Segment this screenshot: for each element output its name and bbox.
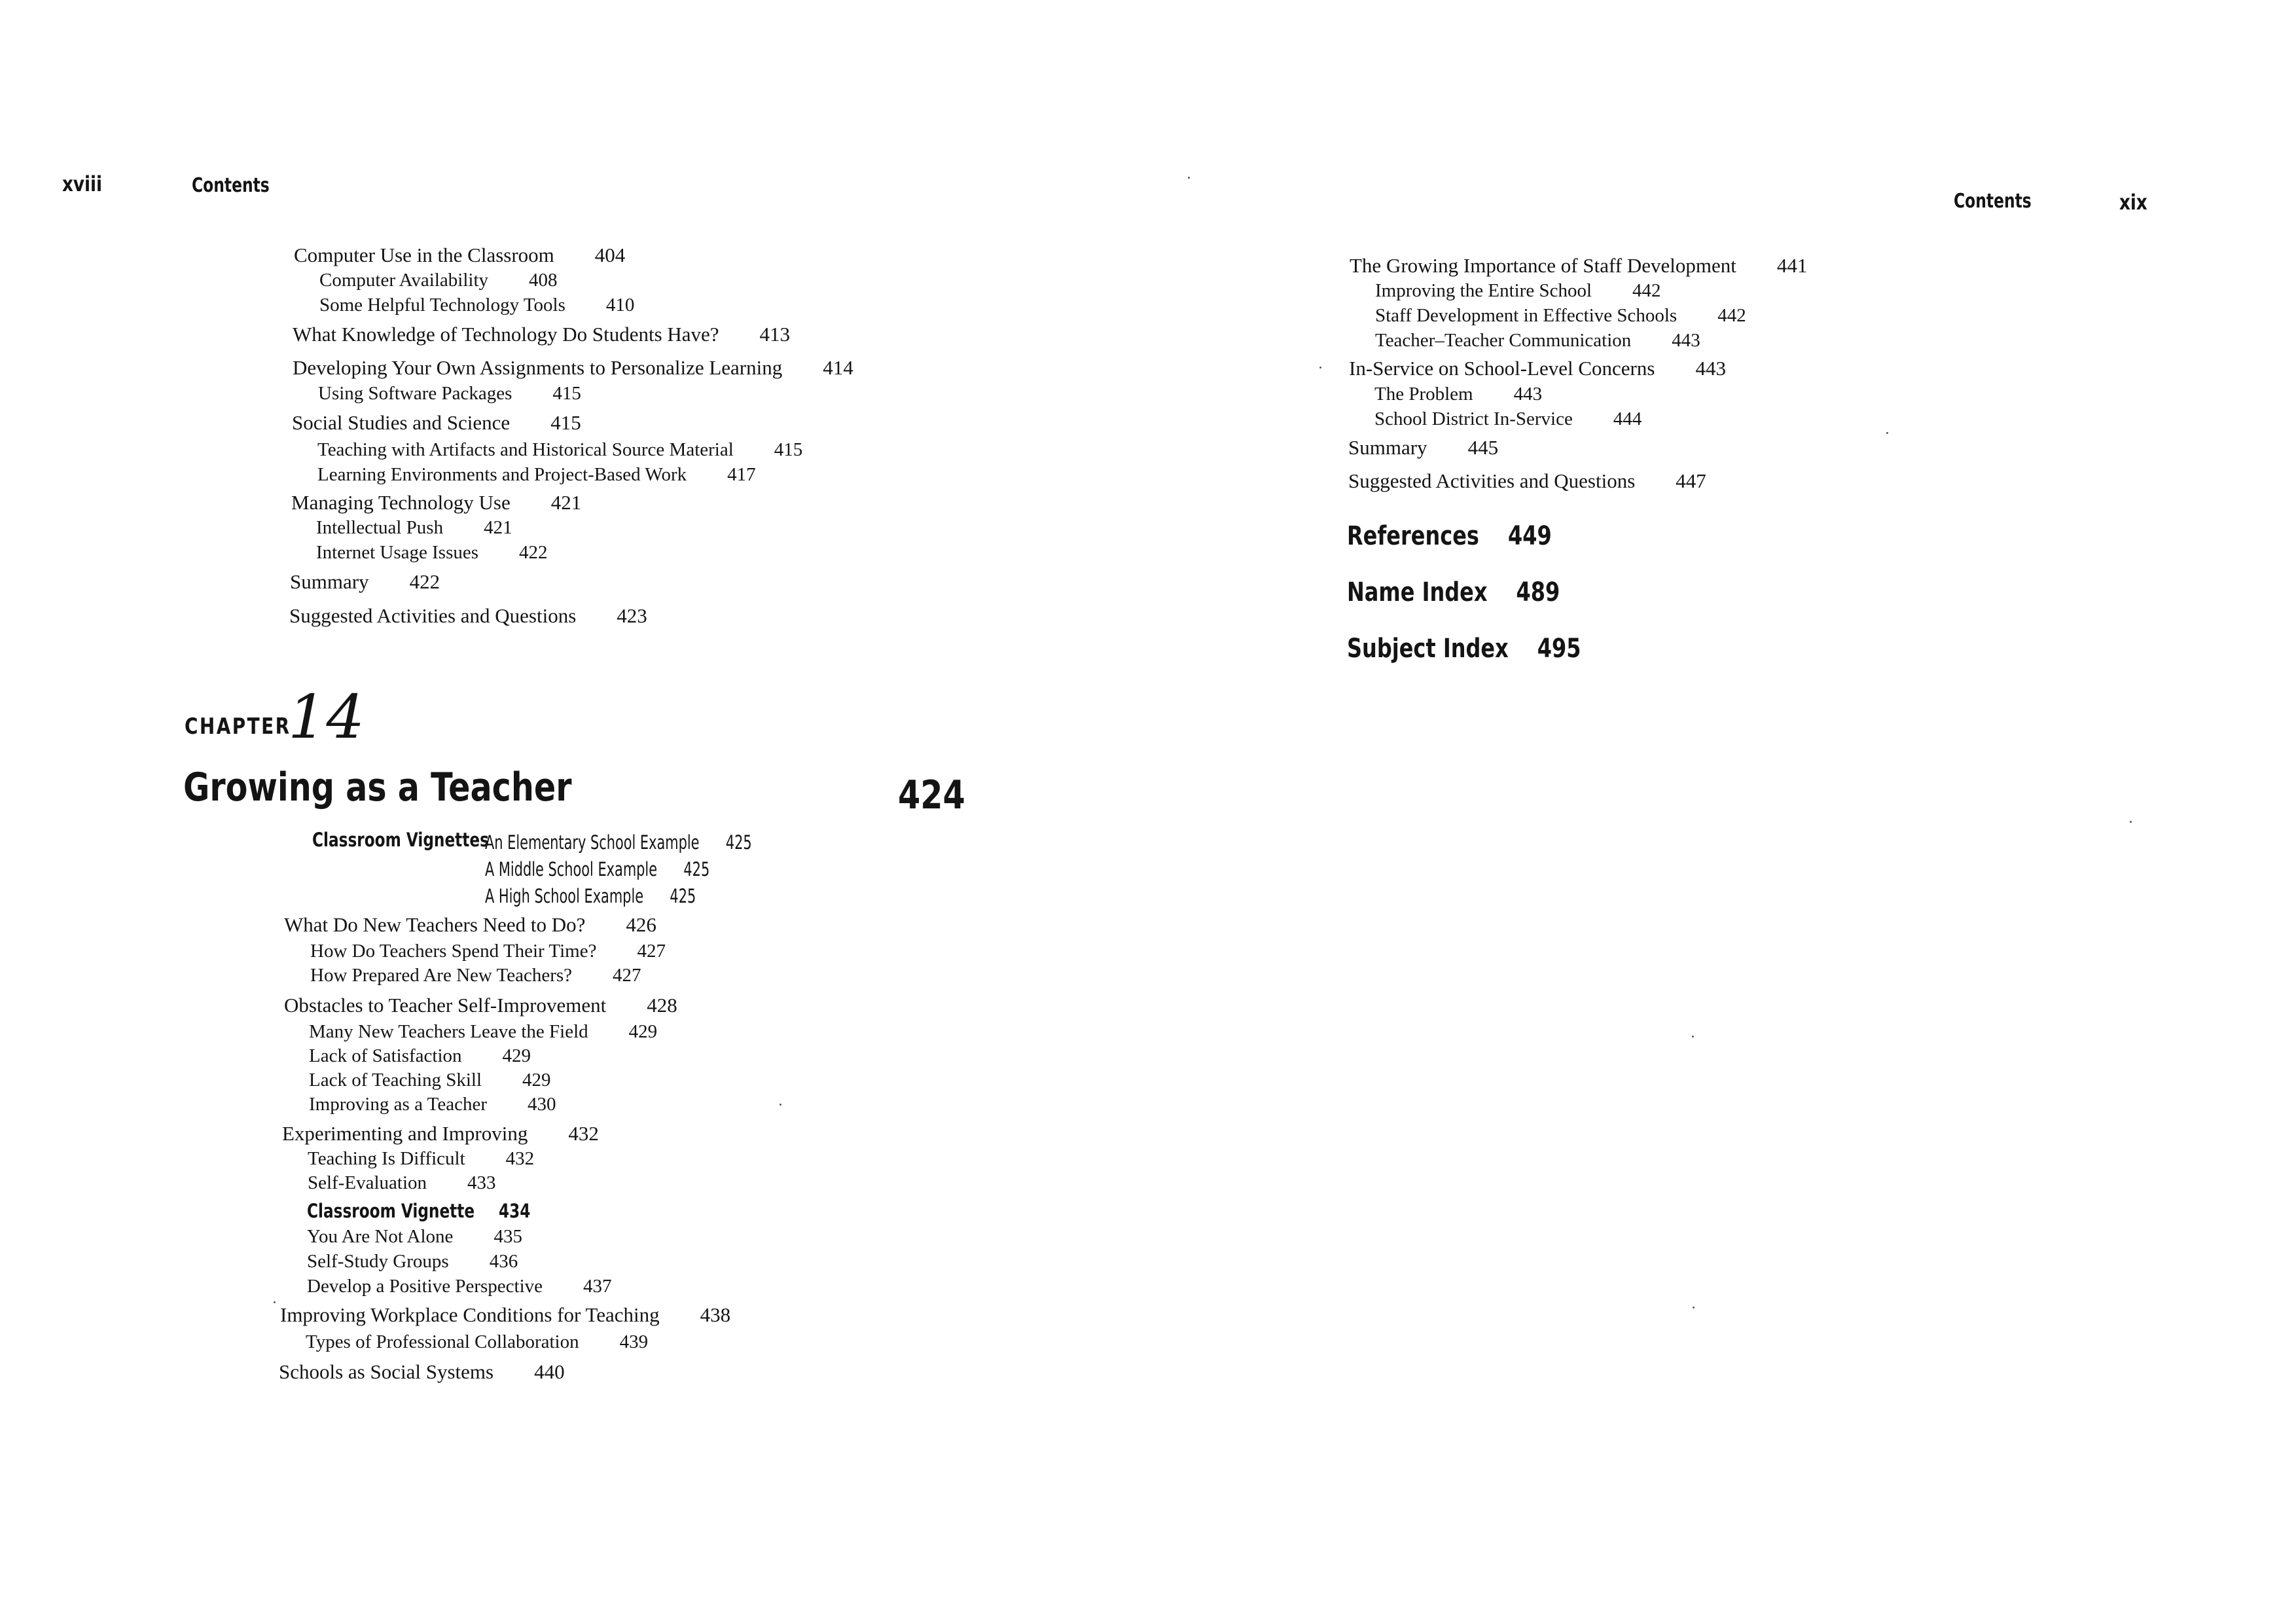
chapter-label: CHAPTER	[185, 713, 291, 740]
toc-subentry[interactable]: Using Software Packages 415	[318, 383, 581, 404]
toc-entry[interactable]: Developing Your Own Assignments to Personalize Learning 414	[293, 356, 853, 379]
toc-entry[interactable]: In-Service on School-Level Concerns 443	[1349, 357, 1726, 380]
toc-subentry[interactable]: Intellectual Push 421	[316, 517, 512, 538]
toc-entry[interactable]: The Growing Importance of Staff Development 441	[1350, 254, 1808, 277]
scan-speck	[1319, 367, 1321, 369]
scan-speck	[1692, 1036, 1694, 1038]
toc-entry[interactable]: Computer Use in the Classroom 404	[294, 244, 626, 266]
toc-subentry[interactable]: Lack of Satisfaction 429	[309, 1045, 531, 1066]
toc-subentry[interactable]: Teaching Is Difficult 432	[308, 1148, 535, 1169]
toc-subentry[interactable]: You Are Not Alone 435	[307, 1226, 522, 1247]
toc-subentry[interactable]: How Do Teachers Spend Their Time? 427	[310, 941, 666, 962]
vignettes-label: Classroom Vignettes	[312, 829, 489, 851]
toc-entry[interactable]: Schools as Social Systems 440	[279, 1360, 565, 1383]
toc-subentry[interactable]: Teaching with Artifacts and Historical Source Material 415	[317, 439, 803, 460]
toc-entry[interactable]: What Do New Teachers Need to Do? 426	[284, 913, 656, 936]
toc-entry[interactable]: What Knowledge of Technology Do Students Have? 413	[293, 323, 791, 346]
folio-right: xix	[2119, 190, 2147, 215]
toc-subentry[interactable]: The Problem 443	[1374, 384, 1543, 405]
folio-left: xviii	[62, 171, 103, 196]
vignette-item[interactable]: A Middle School Example 425	[485, 858, 710, 880]
scan-speck	[1886, 432, 1888, 434]
toc-entry[interactable]: Social Studies and Science 415	[292, 411, 581, 434]
vignette-item[interactable]: A High School Example 425	[485, 885, 696, 907]
back-matter-entry[interactable]: Subject Index 495	[1347, 634, 1581, 664]
toc-entry[interactable]: Improving Workplace Conditions for Teaching 438	[280, 1303, 731, 1326]
chapter-page-number: 424	[898, 772, 965, 818]
back-matter-entry[interactable]: Name Index 489	[1347, 577, 1560, 607]
toc-subentry[interactable]: Types of Professional Collaboration 439	[306, 1331, 649, 1352]
back-matter-entry[interactable]: References 449	[1347, 521, 1552, 551]
chapter-title[interactable]: Growing as a Teacher	[183, 765, 572, 810]
running-head-left: Contents	[192, 174, 270, 197]
right-page	[1148, 0, 2296, 1624]
toc-subentry[interactable]: How Prepared Are New Teachers? 427	[310, 965, 641, 986]
toc-subentry[interactable]: Teacher–Teacher Communication 443	[1375, 330, 1700, 351]
toc-entry[interactable]: Summary 445	[1348, 436, 1499, 459]
toc-entry[interactable]: Experimenting and Improving 432	[282, 1122, 599, 1145]
vignette-item[interactable]: An Elementary School Example 425	[485, 831, 752, 854]
toc-subentry[interactable]: Improving as a Teacher 430	[309, 1094, 556, 1115]
scan-speck	[780, 1104, 781, 1106]
toc-entry[interactable]: Obstacles to Teacher Self-Improvement 428	[284, 994, 677, 1017]
toc-entry[interactable]: Summary 422	[290, 570, 440, 593]
toc-subentry[interactable]: Computer Availability 408	[319, 270, 558, 291]
toc-entry[interactable]: Suggested Activities and Questions 447	[1348, 469, 1706, 492]
toc-subentry[interactable]: Staff Development in Effective Schools 442	[1375, 305, 1746, 326]
toc-subentry[interactable]: Improving the Entire School 442	[1375, 280, 1661, 301]
toc-entry[interactable]: Managing Technology Use 421	[291, 491, 582, 514]
toc-entry[interactable]: Suggested Activities and Questions 423	[289, 604, 647, 627]
scan-speck	[274, 1301, 276, 1303]
toc-subentry[interactable]: Develop a Positive Perspective 437	[307, 1276, 612, 1297]
toc-subentry[interactable]: Self-Evaluation 433	[308, 1172, 496, 1193]
toc-subentry[interactable]: Lack of Teaching Skill 429	[309, 1070, 551, 1091]
classroom-vignette-page: 434	[499, 1200, 531, 1222]
toc-subentry[interactable]: Self-Study Groups 436	[307, 1251, 518, 1272]
toc-subentry[interactable]: School District In-Service 444	[1374, 408, 1642, 429]
toc-subentry[interactable]: Learning Environments and Project-Based Work 417	[317, 464, 756, 485]
chapter-number: 14	[288, 682, 365, 752]
scan-speck	[2130, 821, 2132, 823]
scan-speck	[1693, 1307, 1695, 1308]
classroom-vignette-entry[interactable]: Classroom Vignette	[307, 1200, 475, 1222]
running-head-right: Contents	[1954, 190, 2032, 213]
toc-subentry[interactable]: Internet Usage Issues 422	[316, 542, 548, 563]
toc-subentry[interactable]: Some Helpful Technology Tools 410	[319, 295, 635, 316]
toc-subentry[interactable]: Many New Teachers Leave the Field 429	[309, 1021, 658, 1042]
